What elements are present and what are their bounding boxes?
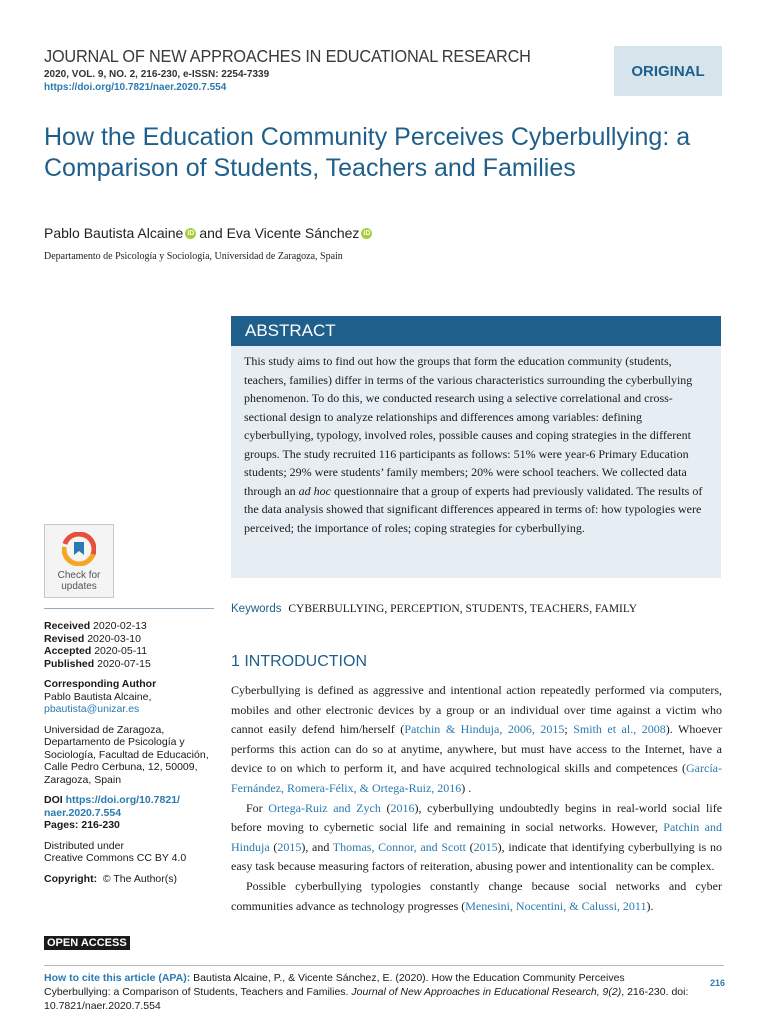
- received-label: Received: [44, 620, 91, 632]
- corresponding-author: [44, 678, 222, 716]
- license-line: Distributed under: [44, 839, 124, 852]
- how-to-cite: [44, 971, 694, 1013]
- paragraph-text: Cyberbullying is defined as aggressive and intentional action repeatedly performed via computers, mobiles and other electronic devices by a group or an individual over time against a victim who cannot easily defend him/herself (: [231, 683, 722, 737]
- author-conjunction: and: [199, 225, 223, 241]
- paragraph-text: ), cyberbullying undoubtedly begins in real-world social life before moving to cybernetic social life and remaining in social networks. However,: [231, 800, 723, 835]
- paragraph-text: ) .: [461, 780, 472, 795]
- paragraph-text: ), and: [301, 839, 333, 854]
- cite-journal: Journal of New Approaches in Educational Research, 9(2): [351, 986, 622, 998]
- check-updates-icon: [62, 532, 96, 566]
- check-updates-label-line: updates: [61, 581, 97, 592]
- paragraph-text: (: [380, 800, 391, 815]
- article-info-sidebar: [44, 620, 222, 885]
- citation-link[interactable]: Menesini, Nocentini, & Calussi, 2011: [465, 898, 647, 913]
- paragraph-text: Possible cyberbullying typologies constantly change because social networks and cyber communities advance as technology progresses (: [231, 878, 722, 913]
- license-info: [44, 840, 222, 865]
- keywords-value: CYBERBULLYING, PERCEPTION, STUDENTS, TEACHERS, FAMILY: [288, 603, 638, 615]
- published-date: [44, 658, 222, 671]
- published-value: 2020-07-15: [97, 657, 151, 670]
- check-updates-label-line: Check for: [57, 570, 101, 581]
- introduction-body: [231, 681, 722, 916]
- copyright-info: [44, 873, 222, 886]
- abstract-text: [244, 352, 710, 537]
- paragraph-text: ), indicate that identifying cyberbullying is no easy task because measuring factors of reiteration, abusing power and intentionality can be complex.: [231, 839, 722, 874]
- published-label: Published: [44, 657, 95, 670]
- footer-divider: [44, 965, 724, 966]
- open-access-badge: OPEN ACCESS: [44, 936, 130, 950]
- license-line: Creative Commons CC BY 4.0: [44, 852, 187, 864]
- article-type-badge: [614, 46, 722, 96]
- abstract-text-part: This study aims to find out how the groups that form the education community (students, teachers, families) differ in terms of the various characteristics surrounding the cyberbullying phenomenon. To do this, we conducted research using a selective correlational and cross-sectional design to analyze relationships and differences among variables: defining cyberbullying, typology, involved roles, possible causes and coping strategies in the different groups. The study recruited 116 participants as follows: 51% were year-6 Primary Education students; 29% were students’ family members; 20% were school teachers. We collected data through an: [244, 354, 693, 498]
- revised-date: [44, 633, 222, 646]
- copyright-label: Copyright:: [44, 872, 98, 885]
- paragraph: [231, 681, 722, 799]
- paragraph-text: (: [269, 839, 278, 854]
- paragraph: [231, 799, 722, 877]
- corresponding-email-link[interactable]: pbautista@unizar.es: [44, 703, 140, 715]
- copyright-value: © The Author(s): [102, 872, 177, 885]
- keywords-label: Keywords: [231, 603, 282, 615]
- citation-link[interactable]: Ortega-Ruiz and Zych: [268, 800, 381, 815]
- paragraph-text: ). Whoever performs this action can do so at anytime, anywhere, but must have access to the Internet, have a device to on which to perform it, and have acquired technological skills and competences (: [231, 722, 722, 776]
- citation-link[interactable]: 2016: [390, 800, 415, 815]
- author-name[interactable]: Pablo Bautista Alcaine: [44, 225, 184, 241]
- keywords-line: [231, 603, 637, 615]
- citation-link[interactable]: Smith et al., 2008: [573, 722, 666, 737]
- cite-text: Bautista Alcaine, P., & Vicente Sánchez, E. (2020). How the Education Community Perceives Cyberbullying: a Comparison of Students, Teachers and Families.: [44, 972, 625, 998]
- citation-link[interactable]: 2015: [277, 839, 302, 854]
- paragraph-text: For: [246, 800, 269, 815]
- author-affiliation: Departamento de Psicología y Sociología, Universidad de Zaragoza, Spain: [44, 251, 343, 262]
- paragraph-text: (: [466, 839, 474, 854]
- corresponding-name: Pablo Bautista Alcaine,: [44, 690, 152, 703]
- corresponding-label: Corresponding Author: [44, 678, 157, 690]
- revised-value: 2020-03-10: [87, 632, 141, 645]
- paragraph-text: ;: [564, 722, 574, 737]
- abstract-italic-term: ad hoc: [298, 483, 331, 498]
- check-for-updates-button[interactable]: [44, 524, 114, 598]
- sidebar-divider: [44, 608, 214, 609]
- received-date: [44, 620, 222, 633]
- article-type-label: ORIGINAL: [631, 62, 705, 80]
- journal-meta: 2020, VOL. 9, NO. 2, 216-230, e-ISSN: 2254-7339: [44, 69, 270, 80]
- cite-text: , 216-230. doi: 10.7821/naer.2020.7.554: [44, 986, 689, 1012]
- citation-link[interactable]: Thomas, Connor, and Scott: [332, 839, 466, 854]
- accepted-date: [44, 645, 222, 658]
- paragraph-text: ).: [646, 898, 654, 913]
- doi-link[interactable]: https://doi.org/10.7821/: [65, 794, 180, 806]
- pages-value: 216-230: [81, 819, 120, 831]
- section-heading: 1 INTRODUCTION: [231, 653, 367, 670]
- citation-link[interactable]: Patchin and Hinduja: [231, 820, 722, 854]
- orcid-icon[interactable]: iD: [187, 229, 195, 237]
- pages-label: Pages:: [44, 819, 79, 831]
- orcid-icon[interactable]: iD: [363, 229, 371, 237]
- citation-link[interactable]: Patchin & Hinduja, 2006, 2015: [404, 722, 565, 737]
- accepted-label: Accepted: [44, 645, 92, 657]
- article-title: How the Education Community Perceives Cyberbullying: a Comparison of Students, Teachers and Families: [44, 123, 691, 182]
- paragraph: [231, 877, 722, 916]
- doi-info: [44, 794, 222, 832]
- doi-label: DOI: [44, 794, 63, 806]
- check-updates-label: [45, 570, 113, 592]
- page-number: 216: [710, 978, 726, 988]
- doi-link-continued[interactable]: naer.2020.7.554: [44, 806, 122, 819]
- abstract-heading: ABSTRACT: [245, 321, 336, 340]
- journal-doi-link[interactable]: https://doi.org/10.7821/naer.2020.7.554: [44, 82, 227, 93]
- author-line: [44, 225, 375, 241]
- corresponding-address: Universidad de Zaragoza, Departamento de Psicología y Sociología, Facultad de Educación, Calle Pedro Cerbuna, 12, 50009, Zaragoza, Spain: [44, 723, 209, 786]
- abstract-text-part: questionnaire that a group of experts had previously validated. The results of the data analysis showed that significant differences appeared in terms of: how typologies were perceived; the importance of roles; coping strategies for cyberbullying.: [244, 483, 703, 535]
- author-name[interactable]: Eva Vicente Sánchez: [226, 225, 360, 241]
- abstract-header: [231, 316, 721, 346]
- accepted-value: 2020-05-11: [94, 645, 148, 657]
- abstract-panel: [231, 346, 721, 578]
- journal-name: JOURNAL OF NEW APPROACHES IN EDUCATIONAL RESEARCH: [44, 46, 531, 66]
- cite-label: How to cite this article (APA):: [44, 972, 191, 984]
- received-value: 2020-02-13: [93, 620, 147, 632]
- citation-link[interactable]: 2015: [473, 839, 498, 854]
- citation-link[interactable]: García-Fernández, Romera-Félix, & Ortega-Ruiz, 2016: [231, 761, 722, 795]
- revised-label: Revised: [44, 632, 85, 645]
